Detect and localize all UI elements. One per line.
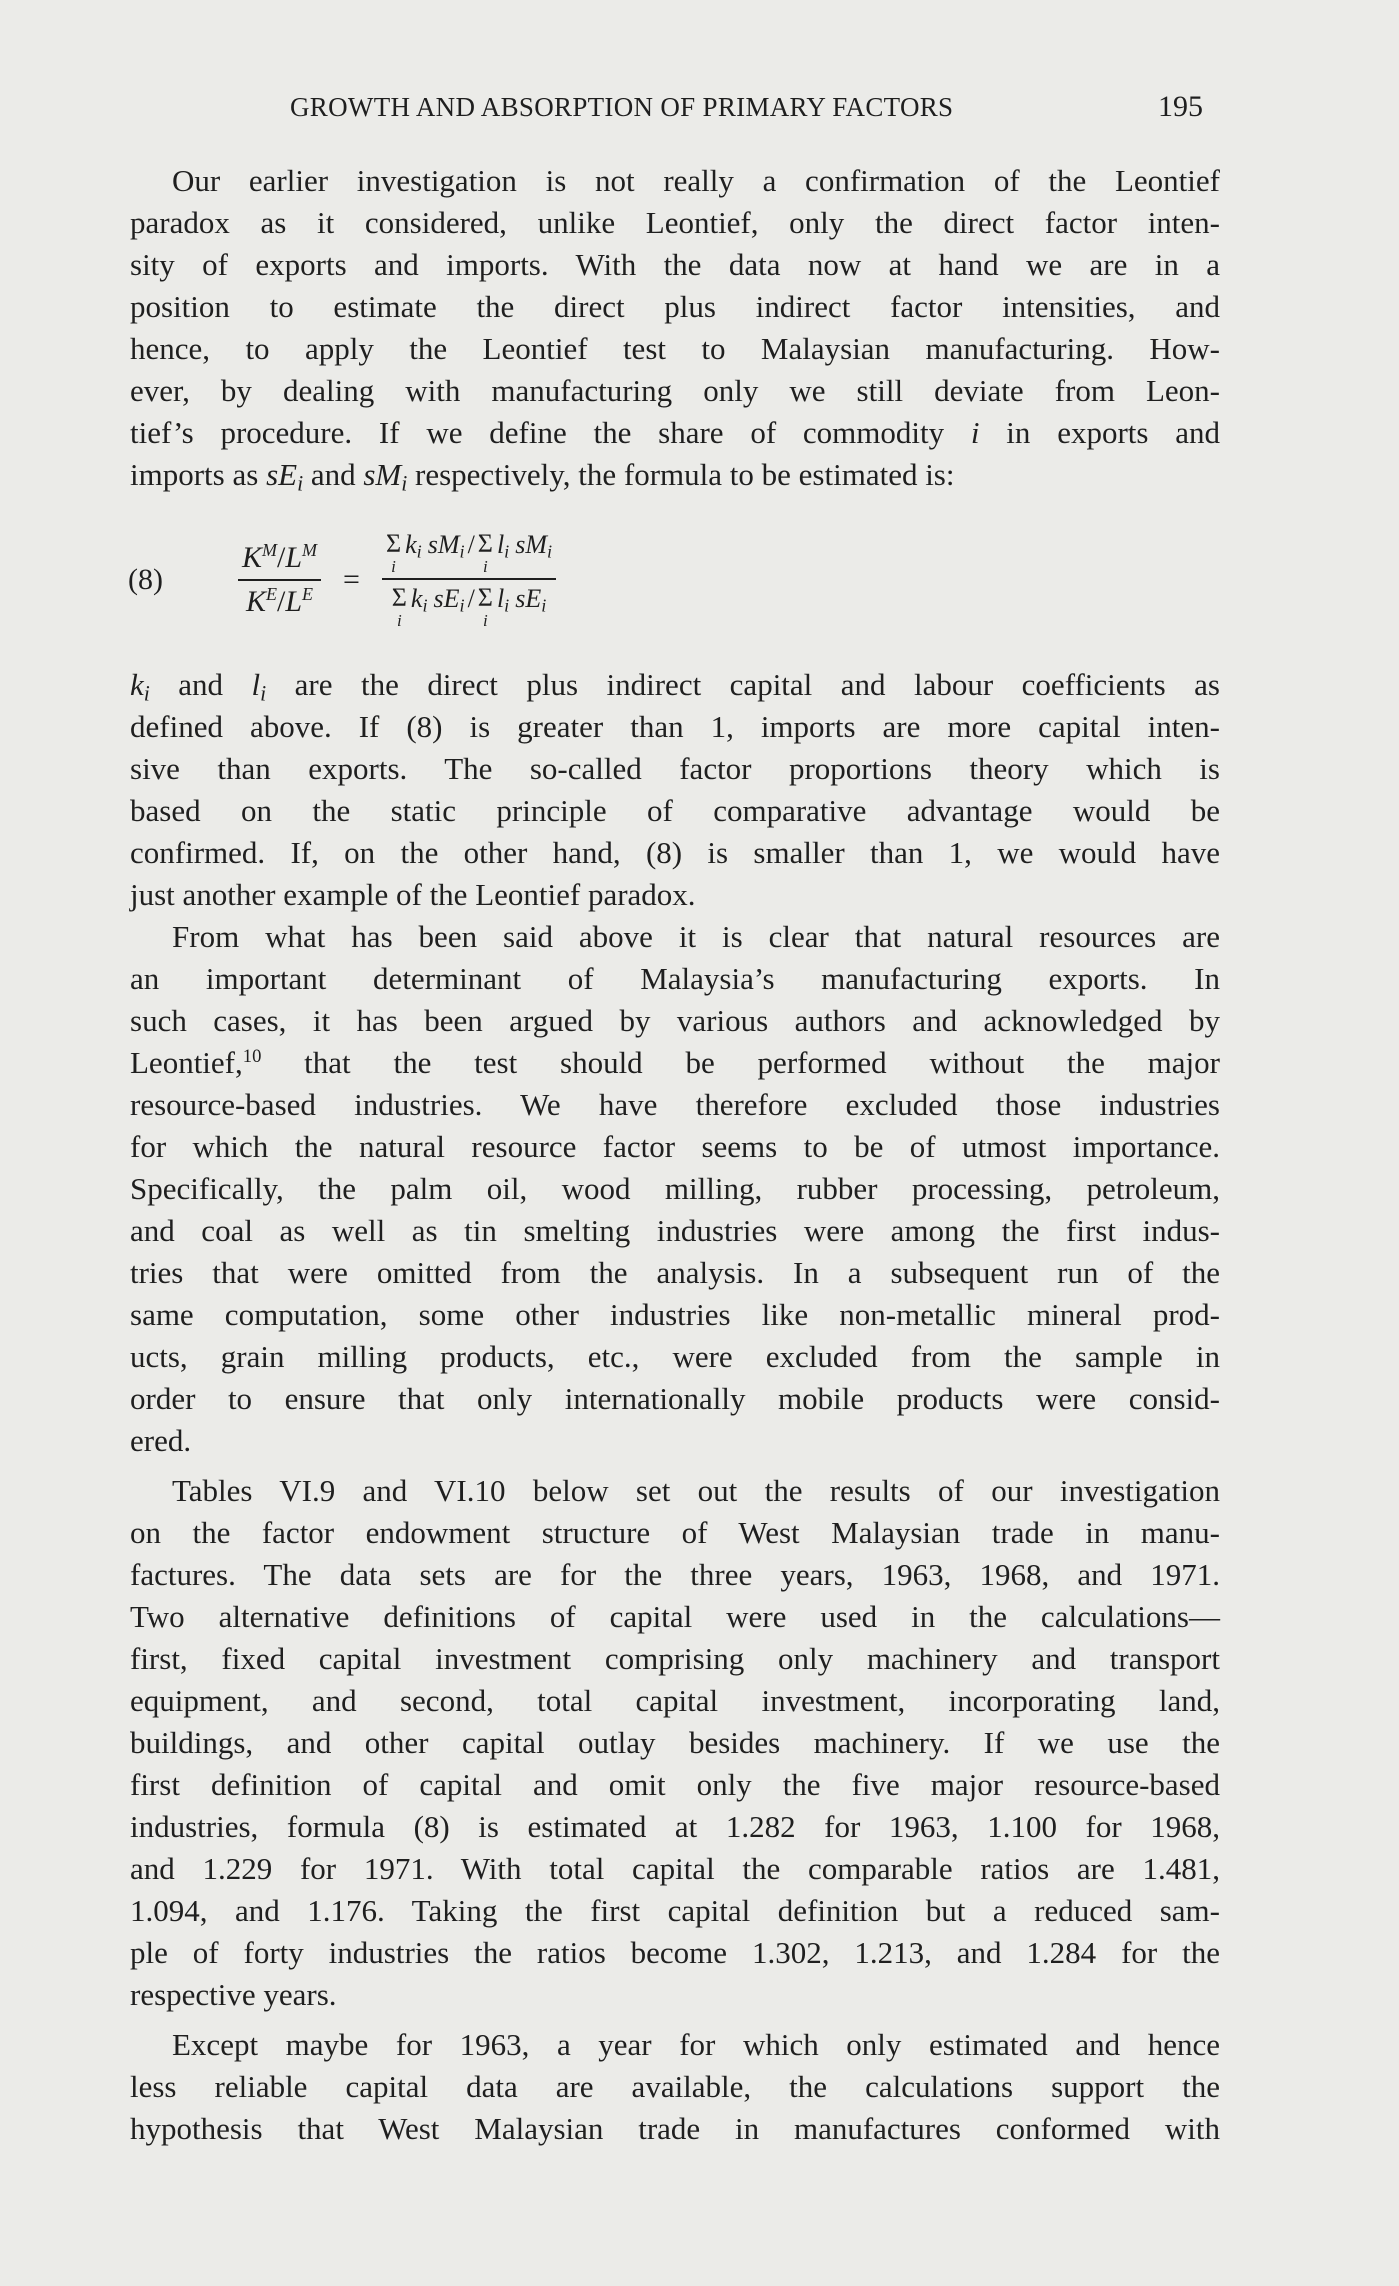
- text-line: resource-based industries. We have therefore excluded those industries: [130, 1087, 1220, 1122]
- text-line: position to estimate the direct plus indirect factor intensities, and: [130, 289, 1220, 324]
- equals-sign: =: [343, 563, 360, 596]
- text-line: hence, to apply the Leontief test to Malaysian manufacturing. How-: [130, 331, 1220, 366]
- equation-rhs: [382, 530, 556, 630]
- text-segment: i: [143, 681, 150, 706]
- text-line: From what has been said above it is clear that natural resources are: [172, 919, 1220, 954]
- text-line: just another example of the Leontief paradox.: [130, 877, 696, 912]
- sum-symbol: Σ i: [477, 583, 493, 630]
- text-line: sive than exports. The so-called factor proportions theory which is: [130, 751, 1220, 786]
- lhs-denominator: $K^E/L^E$: [246, 584, 314, 618]
- text-segment: that the test should be performed without the major: [261, 1045, 1220, 1080]
- text-segment: i: [297, 471, 304, 496]
- text-line: Our earlier investigation is not really a confirmation of the Leontief: [172, 163, 1220, 198]
- text-segment: i: [970, 415, 980, 450]
- equation-8: [120, 505, 880, 655]
- text-line: sity of exports and imports. With the data now at hand we are in a: [130, 247, 1220, 282]
- text-line: buildings, and other capital outlay besides machinery. If we use the: [130, 1725, 1220, 1760]
- text-line: [130, 454, 1220, 496]
- text-line: factures. The data sets are for the three years, 1963, 1968, and 1971.: [130, 1557, 1220, 1592]
- text-segment: in exports and: [979, 415, 1220, 450]
- running-header: GROWTH AND ABSORPTION OF PRIMARY FACTORS: [290, 92, 954, 122]
- text-line: [130, 412, 1220, 454]
- paragraph-3: [130, 916, 1220, 1462]
- text-line: Two alternative definitions of capital were used in the calculations—: [130, 1599, 1220, 1634]
- paragraph-4: [130, 1470, 1220, 2016]
- text-line: less reliable capital data are available, the calculations support the: [130, 2069, 1220, 2104]
- text-line: confirmed. If, on the other hand, (8) is smaller than 1, we would have: [130, 835, 1220, 870]
- text-segment: sE: [266, 457, 298, 492]
- page-number: 195: [1158, 90, 1203, 123]
- text-line: an important determinant of Malaysia’s manufacturing exports. In: [130, 961, 1220, 996]
- text-line: equipment, and second, total capital investment, incorporating land,: [130, 1683, 1220, 1718]
- equation-lhs: [238, 539, 321, 621]
- lhs-numerator: $K^M/L^M$: [238, 539, 321, 581]
- text-line: hypothesis that West Malaysian trade in manufactures conformed with: [130, 2111, 1220, 2146]
- text-line: [130, 1042, 1220, 1084]
- sum-symbol: Σ i: [477, 529, 493, 576]
- text-segment: and: [149, 667, 252, 702]
- footnote-ref: 10: [242, 1045, 262, 1067]
- paragraph-1: [130, 160, 1220, 496]
- text-line: for which the natural resource factor seems to be of utmost importance.: [130, 1129, 1220, 1164]
- text-line: Specifically, the palm oil, wood milling, rubber processing, petroleum,: [130, 1171, 1220, 1206]
- rhs-denominator: Σ i $k_i$ $sE_i$ / Σ i $l_i$ $sE_i$: [391, 583, 547, 630]
- text-line: same computation, some other industries like non-metallic mineral prod-: [130, 1297, 1220, 1332]
- text-line: defined above. If (8) is greater than 1, imports are more capital inten-: [130, 709, 1220, 744]
- text-segment: are the direct plus indirect capital and labour coefficients as: [266, 667, 1220, 702]
- text-segment: respectively, the formula to be estimated is:: [407, 457, 955, 492]
- text-line: first, fixed capital investment comprising only machinery and transport: [130, 1641, 1220, 1676]
- equation-number: (8): [128, 563, 163, 596]
- paragraph-2: [130, 664, 1220, 916]
- text-line: [130, 664, 1220, 706]
- text-segment: i: [260, 681, 267, 706]
- text-line: based on the static principle of comparative advantage would be: [130, 793, 1220, 828]
- text-line: order to ensure that only internationally mobile products were consid-: [130, 1381, 1220, 1416]
- text-line: and 1.229 for 1971. With total capital the comparable ratios are 1.481,: [130, 1851, 1220, 1886]
- text-segment: imports as: [130, 457, 267, 492]
- text-line: paradox as it considered, unlike Leontief, only the direct factor inten-: [130, 205, 1220, 240]
- text-line: ever, by dealing with manufacturing only we still deviate from Leon-: [130, 373, 1220, 408]
- text-line: industries, formula (8) is estimated at 1.282 for 1963, 1.100 for 1968,: [130, 1809, 1220, 1844]
- text-segment: Leontief,: [130, 1045, 243, 1080]
- text-line: respective years.: [130, 1977, 337, 2012]
- text-line: tries that were omitted from the analysis. In a subsequent run of the: [130, 1255, 1220, 1290]
- text-line: ucts, grain milling products, etc., were excluded from the sample in: [130, 1339, 1220, 1374]
- sum-symbol: Σ i: [391, 583, 407, 630]
- text-line: and coal as well as tin smelting industries were among the first indus-: [130, 1213, 1220, 1248]
- rhs-numerator: Σ i $k_i$ $sM_i$ / Σ i $l_i$ $sM_i$: [382, 530, 556, 580]
- text-line: Except maybe for 1963, a year for which only estimated and hence: [172, 2027, 1220, 2062]
- text-line: such cases, it has been argued by various authors and acknowledged by: [130, 1003, 1220, 1038]
- text-line: 1.094, and 1.176. Taking the first capital definition but a reduced sam-: [130, 1893, 1220, 1928]
- text-line: Tables VI.9 and VI.10 below set out the results of our investigation: [172, 1473, 1220, 1508]
- text-line: ered.: [130, 1423, 192, 1458]
- text-segment: k: [130, 667, 144, 702]
- text-segment: and: [303, 457, 364, 492]
- text-line: ple of forty industries the ratios become 1.302, 1.213, and 1.284 for the: [130, 1935, 1220, 1970]
- text-line: first definition of capital and omit only the five major resource-based: [130, 1767, 1220, 1802]
- text-segment: tief’s procedure. If we define the share of commodity: [130, 415, 971, 450]
- text-segment: sM: [363, 457, 402, 492]
- text-segment: i: [401, 471, 408, 496]
- text-line: on the factor endowment structure of West Malaysian trade in manu-: [130, 1515, 1220, 1550]
- paragraph-5: [130, 2024, 1220, 2150]
- text-segment: l: [251, 667, 261, 702]
- sum-symbol: Σ i: [385, 529, 402, 576]
